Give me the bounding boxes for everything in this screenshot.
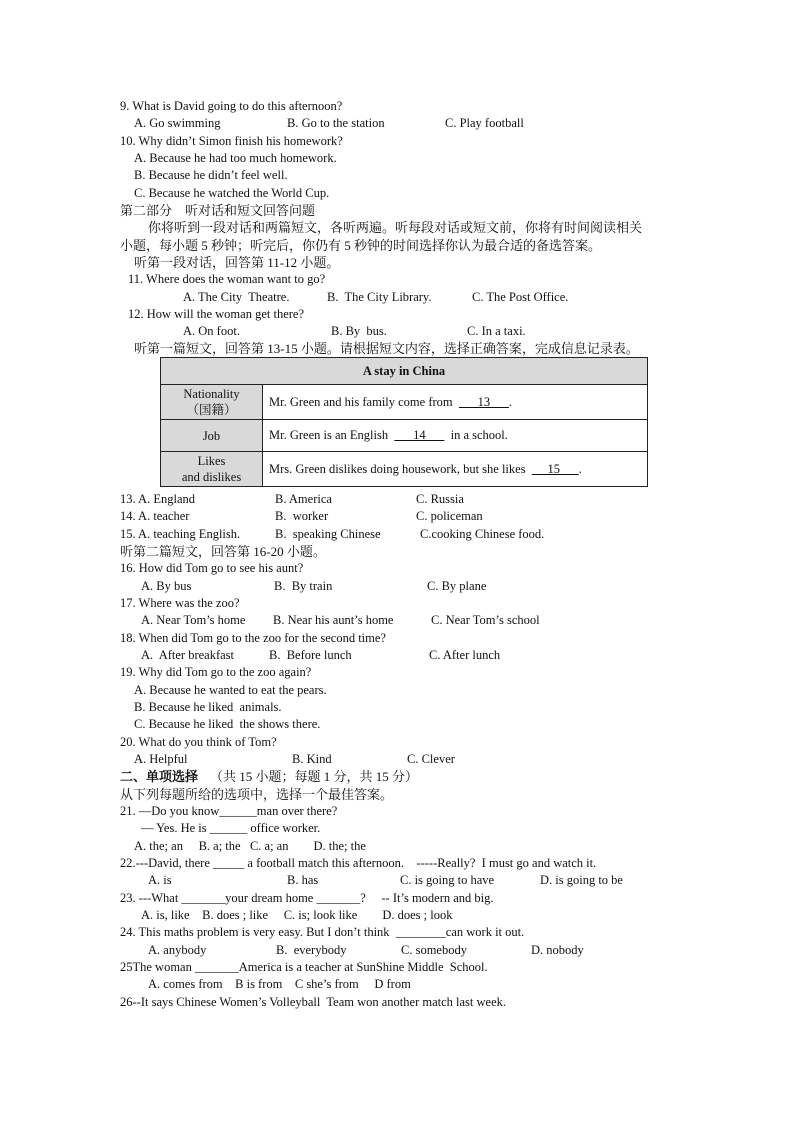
- text-line: 23. ---What _______your dream home _______? -- It’s modern and big.: [120, 891, 494, 905]
- table-row-label: Likes and dislikes: [161, 452, 263, 487]
- text-line: C. In a taxi.: [467, 324, 526, 338]
- text-line: C. Near Tom’s school: [431, 613, 540, 627]
- text-line: 听第一篇短文，回答第 13-15 小题。请根据短文内容，选择正确答案，完成信息记录表。: [134, 341, 639, 356]
- text-line: 听第二篇短文，回答第 16-20 小题。: [120, 544, 326, 559]
- text-line: B. Because he liked animals.: [134, 700, 282, 714]
- text-line: 14. A. teacher: [120, 509, 190, 523]
- text-line: A. By bus: [141, 579, 192, 593]
- text-line: C. somebody: [401, 943, 467, 957]
- text-line: 9. What is David going to do this afternoon?: [120, 99, 343, 113]
- text-line: 15. A. teaching English.: [120, 527, 241, 541]
- text-line: B. Near his aunt’s home: [273, 613, 394, 627]
- text-line: 20. What do you think of Tom?: [120, 735, 277, 749]
- table-row-label: Job: [161, 420, 263, 452]
- text-line: A. The City Theatre.: [183, 290, 290, 304]
- text-line: A. Because he wanted to eat the pears.: [134, 683, 327, 697]
- text-line: 听第一段对话，回答第 11-12 小题。: [134, 255, 340, 270]
- text-line: A. anybody: [148, 943, 207, 957]
- text-line: B. has: [287, 873, 319, 887]
- text-line: 11. Where does the woman want to go?: [128, 272, 326, 286]
- table-row-label: Nationality （国籍）: [161, 385, 263, 420]
- text-line: A. the; an B. a; the C. a; an D. the; the: [134, 839, 366, 853]
- text-line: A. Near Tom’s home: [141, 613, 246, 627]
- text-line: C. Clever: [407, 752, 455, 766]
- text-line: 18. When did Tom go to the zoo for the second time?: [120, 631, 386, 645]
- text-line: B. By bus.: [331, 324, 387, 338]
- answer-blank[interactable]: 13: [458, 394, 509, 409]
- text-line: A. Go swimming: [134, 116, 221, 130]
- text-line: 16. How did Tom go to see his aunt?: [120, 561, 304, 575]
- text-line: C. After lunch: [429, 648, 501, 662]
- text-line: B. Go to the station: [287, 116, 385, 130]
- text-line: B. The City Library.: [327, 290, 432, 304]
- text-line: B. By train: [274, 579, 333, 593]
- text-line: （共 15 小题；每题 1 分，共 15 分）: [210, 769, 419, 784]
- text-line: 你将听到一段对话和两篇短文，各听两遍。听每段对话或短文前，你将有时间阅读相关: [148, 220, 643, 235]
- table-row-content: Mrs. Green dislikes doing housework, but she likes 15 .: [263, 452, 648, 487]
- text-line: B. worker: [275, 509, 329, 523]
- answer-blank[interactable]: 15: [531, 461, 579, 476]
- text-line: 第二部分 听对话和短文回答问题: [120, 203, 316, 218]
- text-line: C. Russia: [416, 492, 464, 506]
- text-line: 22.---David, there _____ a football match this afternoon. -----Really? I must go and watch it.: [120, 856, 597, 870]
- text-line: 17. Where was the zoo?: [120, 596, 240, 610]
- text-line: A. Helpful: [134, 752, 188, 766]
- text-line: C. policeman: [416, 509, 483, 523]
- text-line: 19. Why did Tom go to the zoo again?: [120, 665, 312, 679]
- text-line: 12. How will the woman get there?: [128, 307, 304, 321]
- text-line: C. Because he liked the shows there.: [134, 717, 321, 731]
- text-line: 从下列每题所给的选项中，选择一个最佳答案。: [120, 787, 394, 802]
- table-row-content: Mr. Green and his family come from 13 .: [263, 385, 648, 420]
- text-line: C.cooking Chinese food.: [420, 527, 545, 541]
- text-line: A. is, like B. does ; like C. is; look like D. does ; look: [141, 908, 453, 922]
- text-line: 25The woman _______America is a teacher at SunShine Middle School.: [120, 960, 488, 974]
- text-line: B. speaking Chinese: [275, 527, 381, 541]
- text-line: C. Because he watched the World Cup.: [134, 186, 330, 200]
- table-row-content: Mr. Green is an English 14 in a school.: [263, 420, 648, 452]
- text-line: 21. —Do you know______man over there?: [120, 804, 338, 818]
- text-line: B. Because he didn’t feel well.: [134, 168, 288, 182]
- text-line: 26--It says Chinese Women’s Volleyball Team won another match last week.: [120, 995, 507, 1009]
- text-line: D. nobody: [531, 943, 584, 957]
- text-line: B. Before lunch: [269, 648, 352, 662]
- text-line: 24. This maths problem is very easy. But I don’t think ________can work it out.: [120, 925, 525, 939]
- text-line: B. America: [275, 492, 332, 506]
- text-line: 小题，每小题 5 秒钟；听完后，你仍有 5 秒钟的时间选择你认为最合适的备选答案。: [120, 238, 602, 253]
- text-line: C. By plane: [427, 579, 487, 593]
- text-line: C. Play football: [445, 116, 524, 130]
- text-line: A. Because he had too much homework.: [134, 151, 337, 165]
- text-line: B. Kind: [292, 752, 332, 766]
- text-line: A. comes from B is from C she’s from D from: [148, 977, 411, 991]
- text-line: C. is going to have: [400, 873, 495, 887]
- answer-blank[interactable]: 14: [394, 428, 445, 442]
- text-line: — Yes. He is ______ office worker.: [141, 821, 321, 835]
- table-title: A stay in China: [161, 358, 648, 385]
- text-line: 10. Why didn’t Simon finish his homework?: [120, 134, 343, 148]
- text-line: C. The Post Office.: [472, 290, 569, 304]
- text-line: A. is: [148, 873, 172, 887]
- text-line: 13. A. England: [120, 492, 195, 506]
- info-record-table: [160, 357, 648, 487]
- text-line: B. everybody: [276, 943, 347, 957]
- text-line: 二、单项选择: [120, 769, 199, 784]
- text-line: D. is going to be: [540, 873, 623, 887]
- text-line: A. On foot.: [183, 324, 240, 338]
- text-line: A. After breakfast: [141, 648, 235, 662]
